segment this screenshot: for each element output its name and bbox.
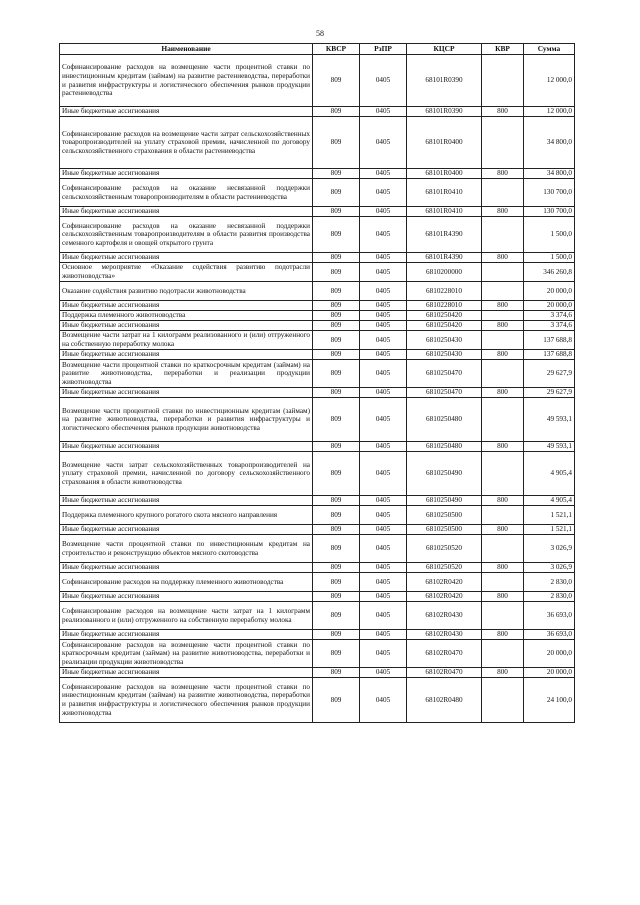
row-rzpr: 0405 (360, 506, 407, 525)
table-row (60, 602, 575, 630)
row-kcsr: 6810200000 (407, 263, 482, 282)
table-row (60, 169, 575, 179)
row-sum: 20 000,0 (524, 301, 575, 311)
row-kvr: 800 (482, 107, 524, 117)
table-row (60, 496, 575, 506)
row-rzpr: 0405 (360, 668, 407, 678)
row-kvsr: 809 (313, 360, 360, 388)
row-sum: 130 700,0 (524, 179, 575, 207)
page-number: 58 (316, 29, 324, 38)
row-sum: 29 627,9 (524, 388, 575, 398)
row-kvr (482, 602, 524, 630)
row-kvr (482, 179, 524, 207)
row-name: Софинансирование расходов на возмещение части процентной ставки по инвестиционным кредитам (займам) на развитие животноводства, переработки и развития инфраструктуры и логистического обеспечения рынков продукции животноводства (60, 678, 313, 723)
row-name: Иные бюджетные ассигнования (60, 442, 313, 452)
table-row (60, 360, 575, 388)
row-sum: 1 500,0 (524, 253, 575, 263)
row-kvsr: 809 (313, 452, 360, 496)
row-kcsr: 68101R0410 (407, 207, 482, 217)
row-rzpr: 0405 (360, 442, 407, 452)
row-kvr (482, 640, 524, 668)
row-name: Иные бюджетные ассигнования (60, 207, 313, 217)
row-kvr: 800 (482, 207, 524, 217)
row-sum: 4 905,4 (524, 452, 575, 496)
row-kcsr: 6810250470 (407, 388, 482, 398)
row-kvr (482, 311, 524, 321)
row-kvsr: 809 (313, 602, 360, 630)
table-row (60, 592, 575, 602)
row-kvsr: 809 (313, 442, 360, 452)
row-name: Иные бюджетные ассигнования (60, 107, 313, 117)
row-kvsr: 809 (313, 350, 360, 360)
row-kvr: 800 (482, 525, 524, 535)
row-sum: 1 521,1 (524, 525, 575, 535)
row-rzpr: 0405 (360, 331, 407, 350)
row-sum: 29 627,9 (524, 360, 575, 388)
row-kvr: 800 (482, 592, 524, 602)
row-kvsr: 809 (313, 321, 360, 331)
row-name: Возмещение части процентной ставки по краткосрочным кредитам (займам) на развитие животноводства, переработки и реализации продукции животноводства (60, 360, 313, 388)
row-kvr (482, 117, 524, 169)
row-kvr (482, 55, 524, 107)
row-kcsr: 68101R0400 (407, 169, 482, 179)
row-kvr: 800 (482, 321, 524, 331)
header-rzpr: РзПР (360, 44, 407, 55)
row-sum: 20 000,0 (524, 282, 575, 301)
row-rzpr: 0405 (360, 321, 407, 331)
row-sum: 1 521,1 (524, 506, 575, 525)
row-name: Иные бюджетные ассигнования (60, 253, 313, 263)
row-sum: 49 593,1 (524, 398, 575, 442)
row-name: Поддержка племенного крупного рогатого скота мясного направления (60, 506, 313, 525)
row-rzpr: 0405 (360, 602, 407, 630)
row-sum: 20 000,0 (524, 668, 575, 678)
table-row (60, 311, 575, 321)
row-sum: 137 688,8 (524, 350, 575, 360)
row-name: Иные бюджетные ассигнования (60, 592, 313, 602)
row-sum: 3 026,9 (524, 563, 575, 573)
table-row (60, 640, 575, 668)
row-kcsr: 68102R0480 (407, 678, 482, 723)
row-kvsr: 809 (313, 169, 360, 179)
row-sum: 20 000,0 (524, 640, 575, 668)
row-kvsr: 809 (313, 263, 360, 282)
row-sum: 36 693,0 (524, 630, 575, 640)
row-kvr (482, 263, 524, 282)
table-row (60, 55, 575, 107)
table-row (60, 398, 575, 442)
row-rzpr: 0405 (360, 592, 407, 602)
row-kcsr: 6810250520 (407, 535, 482, 563)
header-kcsr: КЦСР (407, 44, 482, 55)
row-name: Иные бюджетные ассигнования (60, 563, 313, 573)
row-kvr: 800 (482, 496, 524, 506)
row-kvr (482, 452, 524, 496)
row-sum: 2 830,0 (524, 573, 575, 592)
row-kcsr: 68102R0420 (407, 573, 482, 592)
row-kvsr: 809 (313, 282, 360, 301)
row-name: Возмещение части затрат сельскохозяйственных товаропроизводителей на уплату страховой премии, начисленной по договору сельскохозяйственного страхования в области животноводства (60, 452, 313, 496)
table-row (60, 350, 575, 360)
row-rzpr: 0405 (360, 573, 407, 592)
table-row (60, 331, 575, 350)
row-sum: 3 374,6 (524, 321, 575, 331)
row-kvr (482, 506, 524, 525)
row-name: Иные бюджетные ассигнования (60, 350, 313, 360)
row-sum: 346 260,8 (524, 263, 575, 282)
row-kcsr: 6810250500 (407, 506, 482, 525)
row-kvsr: 809 (313, 253, 360, 263)
row-kvr: 800 (482, 563, 524, 573)
row-sum: 2 830,0 (524, 592, 575, 602)
row-rzpr: 0405 (360, 360, 407, 388)
table-row (60, 388, 575, 398)
row-name: Софинансирование расходов на возмещение части процентной ставки по инвестиционным кредитам (займам) на развитие растениеводства, переработки и развития инфраструктуры и логистического обеспечения рынков продукции растениеводства (60, 55, 313, 107)
row-kvsr: 809 (313, 301, 360, 311)
table-header-row (60, 44, 575, 55)
table-row (60, 668, 575, 678)
table-row (60, 506, 575, 525)
row-sum: 34 800,0 (524, 169, 575, 179)
row-name: Поддержка племенного животноводства (60, 311, 313, 321)
table-row (60, 573, 575, 592)
table-row (60, 452, 575, 496)
header-kvsr: КВСР (313, 44, 360, 55)
row-kvsr: 809 (313, 630, 360, 640)
row-rzpr: 0405 (360, 263, 407, 282)
row-rzpr: 0405 (360, 563, 407, 573)
table-row (60, 207, 575, 217)
table-row (60, 678, 575, 723)
row-kvsr: 809 (313, 496, 360, 506)
row-rzpr: 0405 (360, 117, 407, 169)
row-rzpr: 0405 (360, 496, 407, 506)
row-rzpr: 0405 (360, 169, 407, 179)
row-kvsr: 809 (313, 117, 360, 169)
row-sum: 36 693,0 (524, 602, 575, 630)
table-row (60, 217, 575, 253)
row-kcsr: 6810228010 (407, 301, 482, 311)
row-kcsr: 6810250490 (407, 452, 482, 496)
row-kcsr: 6810250480 (407, 442, 482, 452)
table-row (60, 263, 575, 282)
table-row (60, 107, 575, 117)
table-row (60, 253, 575, 263)
row-kcsr: 68102R0470 (407, 668, 482, 678)
header-sum: Сумма (524, 44, 575, 55)
row-kvsr: 809 (313, 388, 360, 398)
row-name: Софинансирование расходов на оказание несвязанной поддержки сельскохозяйственным товаропроизводителям в области растениеводства (60, 179, 313, 207)
row-rzpr: 0405 (360, 301, 407, 311)
row-rzpr: 0405 (360, 678, 407, 723)
row-rzpr: 0405 (360, 630, 407, 640)
row-rzpr: 0405 (360, 217, 407, 253)
row-kvsr: 809 (313, 506, 360, 525)
row-rzpr: 0405 (360, 253, 407, 263)
row-kvsr: 809 (313, 573, 360, 592)
row-name: Софинансирование расходов на возмещение части затрат сельскохозяйственных товаропроизводителей на уплату страховой премии, начисленной по договору сельскохозяйственного страхования в области растениеводства (60, 117, 313, 169)
row-rzpr: 0405 (360, 525, 407, 535)
row-kvr: 800 (482, 630, 524, 640)
row-sum: 12 000,0 (524, 55, 575, 107)
budget-table (59, 43, 575, 723)
row-kcsr: 6810250470 (407, 360, 482, 388)
row-kcsr: 68101R4390 (407, 253, 482, 263)
row-name: Возмещение части затрат на 1 килограмм реализованного и (или) отгруженного на собственную переработку молока (60, 331, 313, 350)
row-kcsr: 68101R0390 (407, 107, 482, 117)
row-kvr (482, 398, 524, 442)
row-kvr: 800 (482, 169, 524, 179)
row-kvr (482, 360, 524, 388)
row-kvsr: 809 (313, 640, 360, 668)
row-kvsr: 809 (313, 563, 360, 573)
row-rzpr: 0405 (360, 282, 407, 301)
row-name: Иные бюджетные ассигнования (60, 496, 313, 506)
row-sum: 4 905,4 (524, 496, 575, 506)
row-kvr: 800 (482, 668, 524, 678)
row-kcsr: 68102R0430 (407, 630, 482, 640)
table-row (60, 282, 575, 301)
row-name: Возмещение части процентной ставки по инвестиционным кредитам на строительство и реконструкцию объектов мясного скотоводства (60, 535, 313, 563)
table-row (60, 525, 575, 535)
row-sum: 3 374,6 (524, 311, 575, 321)
header-kvr: КВР (482, 44, 524, 55)
row-name: Софинансирование расходов на оказание несвязанной поддержки сельскохозяйственным товаропроизводителям в области развития производства семенного картофеля и овощей открытого грунта (60, 217, 313, 253)
row-kvr (482, 678, 524, 723)
row-kvsr: 809 (313, 668, 360, 678)
row-kcsr: 68102R0470 (407, 640, 482, 668)
row-name: Возмещение части процентной ставки по инвестиционным кредитам (займам) на развитие животноводства, переработки и развития инфраструктуры и логистического обеспечения рынков продукции животноводства (60, 398, 313, 442)
row-sum: 1 500,0 (524, 217, 575, 253)
row-kvr (482, 282, 524, 301)
row-kvr: 800 (482, 442, 524, 452)
row-kvr: 800 (482, 253, 524, 263)
row-kvsr: 809 (313, 207, 360, 217)
row-kcsr: 6810250430 (407, 350, 482, 360)
row-kvsr: 809 (313, 678, 360, 723)
row-rzpr: 0405 (360, 207, 407, 217)
row-kcsr: 6810250480 (407, 398, 482, 442)
row-kcsr: 6810250420 (407, 321, 482, 331)
row-sum: 49 593,1 (524, 442, 575, 452)
row-kcsr: 68101R0390 (407, 55, 482, 107)
row-kcsr: 68101R0400 (407, 117, 482, 169)
table-row (60, 563, 575, 573)
row-sum: 130 700,0 (524, 207, 575, 217)
row-kvr: 800 (482, 388, 524, 398)
row-name: Иные бюджетные ассигнования (60, 301, 313, 311)
row-kcsr: 68101R4390 (407, 217, 482, 253)
row-kcsr: 6810250420 (407, 311, 482, 321)
row-kcsr: 68102R0430 (407, 602, 482, 630)
row-sum: 24 100,0 (524, 678, 575, 723)
table-row (60, 535, 575, 563)
row-kvr (482, 573, 524, 592)
row-name: Софинансирование расходов на возмещение части затрат на 1 килограмм реализованного и (или) отгруженного на собственную переработку молока (60, 602, 313, 630)
row-kvr (482, 217, 524, 253)
row-sum: 3 026,9 (524, 535, 575, 563)
row-name: Софинансирование расходов на поддержку племенного животноводства (60, 573, 313, 592)
row-name: Иные бюджетные ассигнования (60, 668, 313, 678)
row-kvsr: 809 (313, 398, 360, 442)
row-name: Оказание содействия развитию подотрасли животноводства (60, 282, 313, 301)
table-row (60, 442, 575, 452)
row-kvsr: 809 (313, 107, 360, 117)
row-name: Иные бюджетные ассигнования (60, 169, 313, 179)
row-rzpr: 0405 (360, 640, 407, 668)
row-kvr: 800 (482, 301, 524, 311)
row-rzpr: 0405 (360, 107, 407, 117)
row-kcsr: 6810250430 (407, 331, 482, 350)
table-row (60, 630, 575, 640)
row-kvsr: 809 (313, 217, 360, 253)
row-kvsr: 809 (313, 525, 360, 535)
row-name: Иные бюджетные ассигнования (60, 388, 313, 398)
row-name: Иные бюджетные ассигнования (60, 525, 313, 535)
row-sum: 34 800,0 (524, 117, 575, 169)
row-kvr (482, 535, 524, 563)
row-kvsr: 809 (313, 535, 360, 563)
row-sum: 137 688,8 (524, 331, 575, 350)
row-rzpr: 0405 (360, 452, 407, 496)
row-name: Иные бюджетные ассигнования (60, 630, 313, 640)
row-kvr (482, 331, 524, 350)
row-rzpr: 0405 (360, 535, 407, 563)
row-kvsr: 809 (313, 331, 360, 350)
row-kvsr: 809 (313, 179, 360, 207)
row-name: Иные бюджетные ассигнования (60, 321, 313, 331)
row-kcsr: 6810250500 (407, 525, 482, 535)
row-kcsr: 6810250520 (407, 563, 482, 573)
table-row (60, 117, 575, 169)
row-rzpr: 0405 (360, 311, 407, 321)
table-row (60, 179, 575, 207)
row-kcsr: 6810228010 (407, 282, 482, 301)
row-kvsr: 809 (313, 55, 360, 107)
row-kcsr: 6810250490 (407, 496, 482, 506)
row-rzpr: 0405 (360, 398, 407, 442)
row-kvr: 800 (482, 350, 524, 360)
row-sum: 12 000,0 (524, 107, 575, 117)
row-rzpr: 0405 (360, 179, 407, 207)
row-kcsr: 68102R0420 (407, 592, 482, 602)
row-kvsr: 809 (313, 592, 360, 602)
row-rzpr: 0405 (360, 55, 407, 107)
row-rzpr: 0405 (360, 388, 407, 398)
row-rzpr: 0405 (360, 350, 407, 360)
row-name: Основное мероприятие «Оказание содействия развитию подотрасли животноводства» (60, 263, 313, 282)
row-kcsr: 68101R0410 (407, 179, 482, 207)
header-name: Наименование (60, 44, 313, 55)
row-kvsr: 809 (313, 311, 360, 321)
table-row (60, 321, 575, 331)
table-row (60, 301, 575, 311)
row-name: Софинансирование расходов на возмещение части процентной ставки по краткосрочным кредитам (займам) на развитие животноводства, переработки и реализации продукции животноводства (60, 640, 313, 668)
